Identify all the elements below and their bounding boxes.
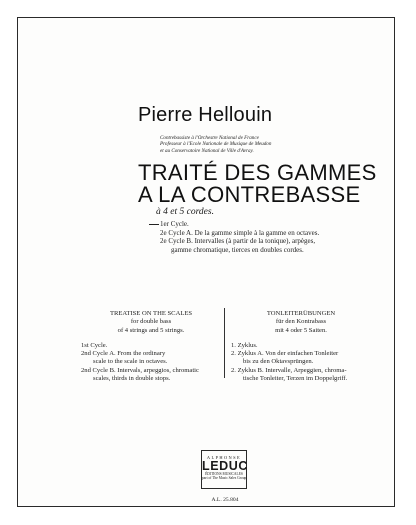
english-list [81,342,221,383]
german-column [231,310,371,383]
list-item: scales, thirds in double stops. [93,375,171,383]
publisher-logo [201,450,247,489]
catalog-number: A.L. 25.804 [211,497,239,503]
list-item: bis zu den Oktavsprüngen. [243,358,314,366]
german-heading: TONLEITERÜBUNGEN [266,310,336,317]
german-subheading: mit 4 oder 5 Saiten. [275,326,327,334]
english-subheading: for double bass [130,318,172,326]
dash-marker [149,220,159,225]
work-subtitle: à 4 et 5 cordes. [156,207,214,217]
credit-line: et au Conservatoire National de Ville d'Avray. [160,147,254,154]
list-item: 2. Zyklus B. Intervalle, Arpeggien, chroma- [231,366,347,374]
publisher-name: LEDUC [202,459,249,473]
credit-line: Contrebassiste à l'Orchestre National de France [160,135,259,141]
credit-line: Professeur à l'Ecole Nationale de Musique de Meudon [160,141,272,148]
publisher-top: ALPHONSE [206,455,242,460]
german-subheading: für den Kontrabass [275,318,327,326]
list-item: 2. Zyklus A. Von der einfachen Tonleiter [231,350,339,358]
work-title [138,162,377,206]
contents-french [149,220,319,254]
author-name: Pierre Hellouin [138,104,273,126]
list-item: 1. Zyklus. [231,341,258,349]
contents-item: 2e Cycle B. Intervalles (à partir de la tonique), arpèges, [160,237,316,246]
author-credits [160,135,271,154]
contents-item: 2e Cycle A. De la gamme simple à la gamme en octaves. [160,228,320,237]
title-line: A LA CONTREBASSE [138,182,361,207]
contents-item: gamme chromatique, tierces en doubles cordes. [171,245,304,254]
english-heading: TREATISE ON THE SCALES [109,310,193,317]
cover-frame [17,17,395,507]
list-item: scale to the scale in octaves. [93,358,168,366]
publisher-line: ÉDITIONS MUSICALES [205,472,243,476]
list-item: 1st Cycle. [81,341,108,349]
title-line: TRAITÉ DES GAMMES [138,160,377,185]
german-list [231,342,371,383]
list-item: 2nd Cycle B. Intervals, arpeggios, chromatic [81,366,199,374]
column-divider [224,308,225,378]
list-item: 2nd Cycle A. From the ordinary [81,350,166,358]
publisher-line: part of The Music Sales Group [202,476,247,481]
english-column [81,310,221,383]
english-subheading: of 4 strings and 5 strings. [117,326,185,334]
contents-item: 1er Cycle. [160,220,189,228]
list-item: tische Tonleiter, Terzen im Doppelgriff. [243,375,348,383]
